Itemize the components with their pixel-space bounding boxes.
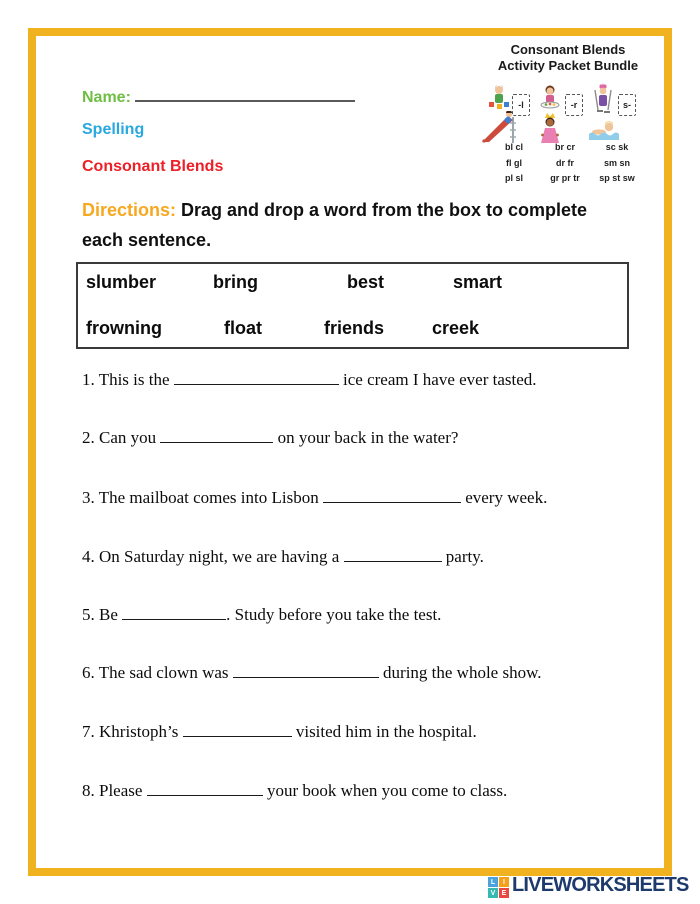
logo-letter: L — [488, 877, 498, 887]
packet-title-line1: Consonant Blends — [510, 42, 626, 57]
blank-drop-target-3[interactable] — [323, 490, 461, 503]
word-chip[interactable]: slumber — [86, 272, 157, 292]
word-chip[interactable]: creek — [432, 318, 480, 338]
blank-drop-target-1[interactable] — [174, 372, 339, 385]
blend-pair: sc sk — [605, 142, 629, 152]
blend-pair: pl sl — [504, 173, 523, 183]
word-chip[interactable]: smart — [453, 272, 503, 292]
subject-heading: Spelling — [82, 121, 145, 138]
word-bank — [76, 262, 629, 349]
kid-skiing-icon — [591, 82, 615, 114]
sentence-2 — [82, 428, 458, 448]
sentence-text: . Study before you take the test. — [226, 605, 442, 624]
logo-letter: I — [499, 877, 509, 887]
kid-lunch-tray-icon — [538, 84, 562, 112]
sentence-text: 5. Be — [82, 605, 123, 624]
logo-letter: V — [488, 888, 498, 898]
blank-drop-target-8[interactable] — [147, 783, 263, 796]
sentence-text: during the whole show. — [378, 663, 542, 682]
sentence-text: 4. On Saturday night, we are having a — [82, 547, 344, 566]
blank-drop-target-2[interactable] — [160, 430, 273, 443]
directions-label: Directions: — [82, 200, 177, 220]
topic-heading: Consonant Blends — [82, 158, 224, 175]
name-row — [82, 86, 355, 107]
blend-column-l — [492, 140, 536, 187]
blend-pair: bl cl — [504, 142, 523, 152]
blend-pair: gr pr tr — [550, 173, 580, 183]
blank-drop-target-5[interactable] — [122, 607, 226, 620]
directions — [82, 195, 602, 255]
kid-playing-blocks-icon — [486, 84, 512, 110]
blend-pair: sm sn — [603, 157, 630, 168]
sentence-text: 6. The sad clown was — [82, 663, 233, 682]
blend-column-s — [593, 140, 641, 187]
word-chip[interactable]: bring — [213, 272, 258, 292]
directions-text: Drag and drop a word from the box to complete each sentence. — [82, 200, 588, 250]
sentence-4 — [82, 547, 484, 567]
sentence-text: ice cream I have ever tasted. — [338, 370, 537, 389]
sentence-text: party. — [441, 547, 484, 566]
blend-pair: dr fr — [556, 157, 574, 168]
sentence-5 — [82, 605, 441, 625]
blend-box-label: -r — [570, 100, 578, 110]
sentence-8 — [82, 781, 507, 801]
word-chip[interactable]: best — [347, 272, 385, 292]
sentence-text: your book when you come to class. — [262, 781, 508, 800]
packet-title — [462, 42, 674, 74]
blend-pair: br cr — [554, 142, 575, 152]
packet-title-line2: Activity Packet Bundle — [497, 58, 639, 73]
word-chip[interactable]: friends — [324, 318, 385, 338]
sentence-6 — [82, 663, 542, 683]
kid-swimming-icon — [589, 121, 619, 140]
sentence-text: 8. Please — [82, 781, 147, 800]
name-label: Name: — [82, 89, 131, 106]
sentence-7 — [82, 722, 477, 742]
sentence-text: every week. — [460, 488, 548, 507]
sentence-text: on your back in the water? — [273, 428, 459, 447]
liveworksheets-wordmark: LIVEWORKSHEETS — [512, 874, 689, 896]
blend-box-r — [565, 94, 583, 116]
sentence-3 — [82, 488, 547, 508]
sentence-text: 7. Khristoph’s — [82, 722, 183, 741]
blend-column-r — [540, 140, 590, 187]
sentence-1 — [82, 370, 537, 390]
blend-pair: sp st sw — [599, 173, 635, 183]
blank-drop-target-4[interactable] — [344, 549, 442, 562]
blend-box-s — [618, 94, 636, 116]
blank-drop-target-7[interactable] — [183, 724, 292, 737]
liveworksheets-logo-icon — [488, 877, 509, 898]
blank-drop-target-6[interactable] — [233, 665, 379, 678]
blend-box-l — [512, 94, 530, 116]
word-chip[interactable]: float — [224, 318, 262, 338]
blend-pair: fl gl — [506, 157, 522, 168]
name-input-line[interactable] — [135, 86, 355, 102]
sentence-text: 3. The mailboat comes into Lisbon — [82, 488, 323, 507]
blend-box-label: s- — [622, 100, 631, 110]
blend-box-label: -l — [518, 100, 524, 110]
sentence-text: 2. Can you — [82, 428, 161, 447]
sentence-text: visited him in the hospital. — [291, 722, 477, 741]
sentence-text: 1. This is the — [82, 370, 174, 389]
word-chip[interactable]: frowning — [86, 318, 162, 338]
logo-letter: E — [499, 888, 509, 898]
